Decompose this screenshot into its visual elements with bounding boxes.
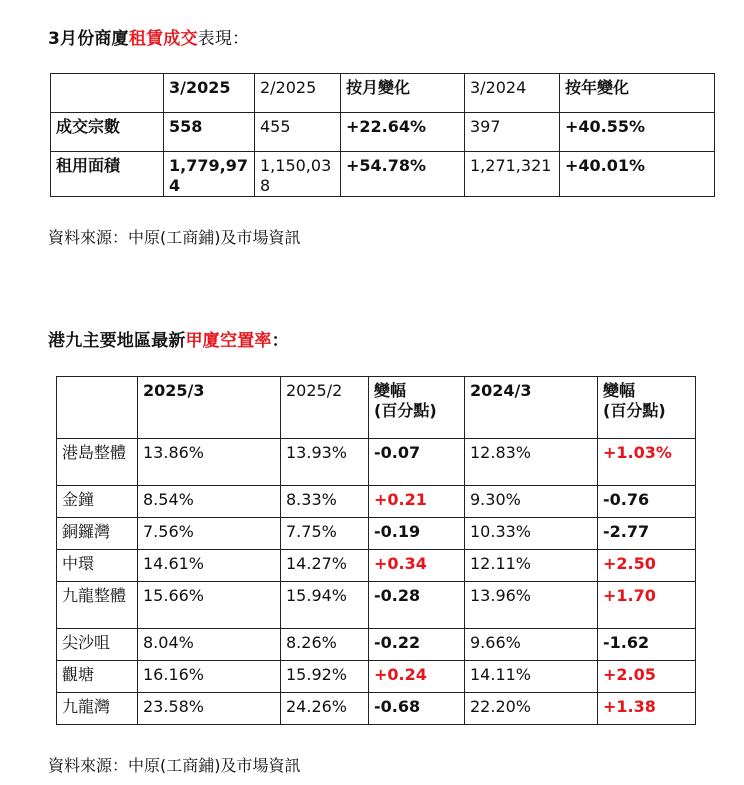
- table-cell: 1,271,321: [465, 152, 560, 197]
- table-cell: 7.75%: [281, 518, 369, 550]
- table-row: [57, 486, 696, 518]
- table-row: [57, 439, 696, 486]
- table-cell: -0.07: [369, 439, 465, 486]
- table-cell: +0.34: [369, 550, 465, 582]
- row-label: 中環: [57, 550, 138, 582]
- row-label: 銅鑼灣: [57, 518, 138, 550]
- header-cell: 2024/3: [465, 377, 598, 439]
- heading-leasing: [48, 24, 249, 49]
- header-cell: 2025/3: [138, 377, 281, 439]
- header-cell: 變幅 (百分點): [369, 377, 465, 439]
- table-cell: 558: [164, 113, 255, 152]
- heading-vacancy-highlight: 甲廈空置率: [185, 331, 272, 351]
- table-cell: -0.22: [369, 629, 465, 661]
- table-cell: 397: [465, 113, 560, 152]
- table-cell: 8.54%: [138, 486, 281, 518]
- row-label: 九龍灣: [57, 693, 138, 725]
- table-cell: 1,779,974: [164, 152, 255, 197]
- table-cell: 15.66%: [138, 582, 281, 629]
- table-cell: 8.26%: [281, 629, 369, 661]
- table-row: [51, 113, 715, 152]
- table-cell: 8.04%: [138, 629, 281, 661]
- table-cell: 23.58%: [138, 693, 281, 725]
- table-cell: 12.83%: [465, 439, 598, 486]
- table-cell: 10.33%: [465, 518, 598, 550]
- table-cell: 9.30%: [465, 486, 598, 518]
- table-cell: 14.27%: [281, 550, 369, 582]
- table-cell: +2.50: [598, 550, 696, 582]
- header-cell: 2/2025: [255, 74, 341, 113]
- table-cell: 13.86%: [138, 439, 281, 486]
- row-label: 尖沙咀: [57, 629, 138, 661]
- table-row: [57, 518, 696, 550]
- heading-leasing-part1: 3月份商廈: [48, 29, 129, 49]
- table-cell: +40.55%: [560, 113, 715, 152]
- heading-leasing-part2: 表現：: [197, 29, 250, 49]
- row-label: 成交宗數: [51, 113, 164, 152]
- table-cell: 7.56%: [138, 518, 281, 550]
- table-cell: -0.19: [369, 518, 465, 550]
- table-cell: +2.05: [598, 661, 696, 693]
- row-label: 九龍整體: [57, 582, 138, 629]
- table-header-row: [51, 74, 715, 113]
- header-cell: 按年變化: [560, 74, 715, 113]
- leasing-table: [50, 73, 715, 197]
- header-cell: [57, 377, 138, 439]
- source-note: 資料來源：中原(工商鋪)及市場資訊: [48, 756, 301, 775]
- source-note: 資料來源：中原(工商鋪)及市場資訊: [48, 228, 301, 247]
- table-cell: +40.01%: [560, 152, 715, 197]
- header-cell: 按月變化: [341, 74, 465, 113]
- table-cell: 1,150,038: [255, 152, 341, 197]
- table-cell: -2.77: [598, 518, 696, 550]
- header-cell: 2025/2: [281, 377, 369, 439]
- heading-vacancy-part1: 港九主要地區最新: [48, 331, 186, 351]
- table-cell: 15.92%: [281, 661, 369, 693]
- table-cell: 13.96%: [465, 582, 598, 629]
- table-cell: +22.64%: [341, 113, 465, 152]
- table-cell: -0.68: [369, 693, 465, 725]
- table-cell: 14.11%: [465, 661, 598, 693]
- table-row: [57, 629, 696, 661]
- table-row: [57, 550, 696, 582]
- heading-leasing-highlight: 租賃成交: [128, 29, 198, 49]
- table-cell: -0.28: [369, 582, 465, 629]
- table-header-row: [57, 377, 696, 439]
- table-cell: 16.16%: [138, 661, 281, 693]
- header-cell: [51, 74, 164, 113]
- table-cell: 15.94%: [281, 582, 369, 629]
- row-label: 租用面積: [51, 152, 164, 197]
- header-cell: 3/2025: [164, 74, 255, 113]
- header-cell: 變幅 (百分點): [598, 377, 696, 439]
- table-cell: 22.20%: [465, 693, 598, 725]
- table-cell: +54.78%: [341, 152, 465, 197]
- table-cell: +1.03%: [598, 439, 696, 486]
- table-cell: 12.11%: [465, 550, 598, 582]
- heading-vacancy-part2: ：: [271, 331, 289, 351]
- table-row: [57, 693, 696, 725]
- table-cell: -0.76: [598, 486, 696, 518]
- table-cell: 24.26%: [281, 693, 369, 725]
- table-row: [51, 152, 715, 197]
- vacancy-table: [56, 376, 696, 725]
- table-cell: +1.38: [598, 693, 696, 725]
- row-label: 觀塘: [57, 661, 138, 693]
- header-cell: 3/2024: [465, 74, 560, 113]
- table-row: [57, 582, 696, 629]
- row-label: 港島整體: [57, 439, 138, 486]
- table-cell: +0.24: [369, 661, 465, 693]
- table-cell: 13.93%: [281, 439, 369, 486]
- table-cell: -1.62: [598, 629, 696, 661]
- table-cell: 14.61%: [138, 550, 281, 582]
- table-cell: 455: [255, 113, 341, 152]
- table-cell: +0.21: [369, 486, 465, 518]
- table-row: [57, 661, 696, 693]
- heading-vacancy: [48, 326, 289, 351]
- row-label: 金鐘: [57, 486, 138, 518]
- table-cell: 8.33%: [281, 486, 369, 518]
- table-cell: +1.70: [598, 582, 696, 629]
- table-cell: 9.66%: [465, 629, 598, 661]
